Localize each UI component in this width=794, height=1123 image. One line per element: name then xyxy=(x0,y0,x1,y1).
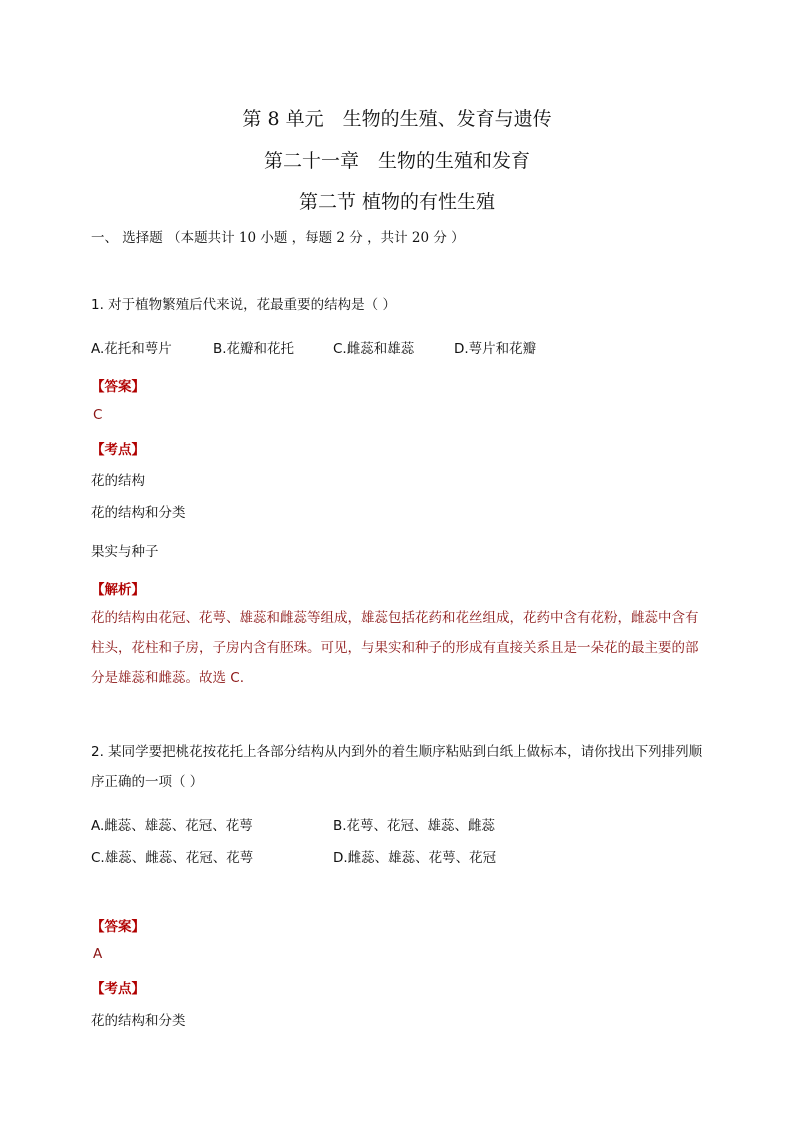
part-heading: 一、 选择题 （本题共计 10 小题 ，每题 2 分 ，共计 20 分 ） xyxy=(91,230,465,246)
q1-point-1: 花的结构 xyxy=(91,473,145,489)
q2-point-1: 花的结构和分类 xyxy=(91,1013,186,1029)
q1-option-d: D.萼片和花瓣 xyxy=(454,341,537,357)
q1-analysis: 花的结构由花冠、花萼、雄蕊和雌蕊等组成，雄蕊包括花药和花丝组成，花药中含有花粉，雌蕊中含有柱头，花柱和子房，子房内含有胚珠。可见，与果实和种子的形成有直接关系且是一朵花的最主要的部分是雄蕊和雌蕊。故选 C. xyxy=(91,610,699,686)
q1-point-3: 果实与种子 xyxy=(91,544,159,560)
q2-option-d: D.雌蕊、雄蕊、花萼、花冠 xyxy=(333,850,497,866)
q2-option-c: C.雄蕊、雌蕊、花冠、花萼 xyxy=(91,850,254,866)
q1-point-2: 花的结构和分类 xyxy=(91,505,186,521)
q1-option-b: B.花瓣和花托 xyxy=(213,341,295,357)
q1-analysis-label: 【解析】 xyxy=(91,582,145,598)
q2-option-a: A.雌蕊、雄蕊、花冠、花萼 xyxy=(91,818,253,834)
q2-option-b: B.花萼、花冠、雄蕊、雌蕊 xyxy=(333,818,496,834)
q2-stem: 2. 某同学要把桃花按花托上各部分结构从内到外的着生顺序粘贴到白纸上做标本，请你找出下列排列顺序正确的一项（ ） xyxy=(91,744,703,790)
q1-points-label: 【考点】 xyxy=(91,442,145,458)
q1-option-c: C.雌蕊和雄蕊 xyxy=(333,341,415,357)
q1-stem: 1. 对于植物繁殖后代来说，花最重要的结构是（ ） xyxy=(91,297,396,313)
section-title: 第二节 植物的有性生殖 xyxy=(298,191,496,213)
q2-answer: A xyxy=(93,946,103,962)
q1-answer: C xyxy=(93,407,103,423)
unit-title: 第 8 单元 生物的生殖、发育与遗传 xyxy=(242,108,552,130)
q2-points-label: 【考点】 xyxy=(91,981,145,997)
q2-answer-label: 【答案】 xyxy=(91,919,145,935)
chapter-title: 第二十一章 生物的生殖和发育 xyxy=(263,150,530,172)
q1-answer-label: 【答案】 xyxy=(91,379,145,395)
q1-option-a: A.花托和萼片 xyxy=(91,341,172,357)
